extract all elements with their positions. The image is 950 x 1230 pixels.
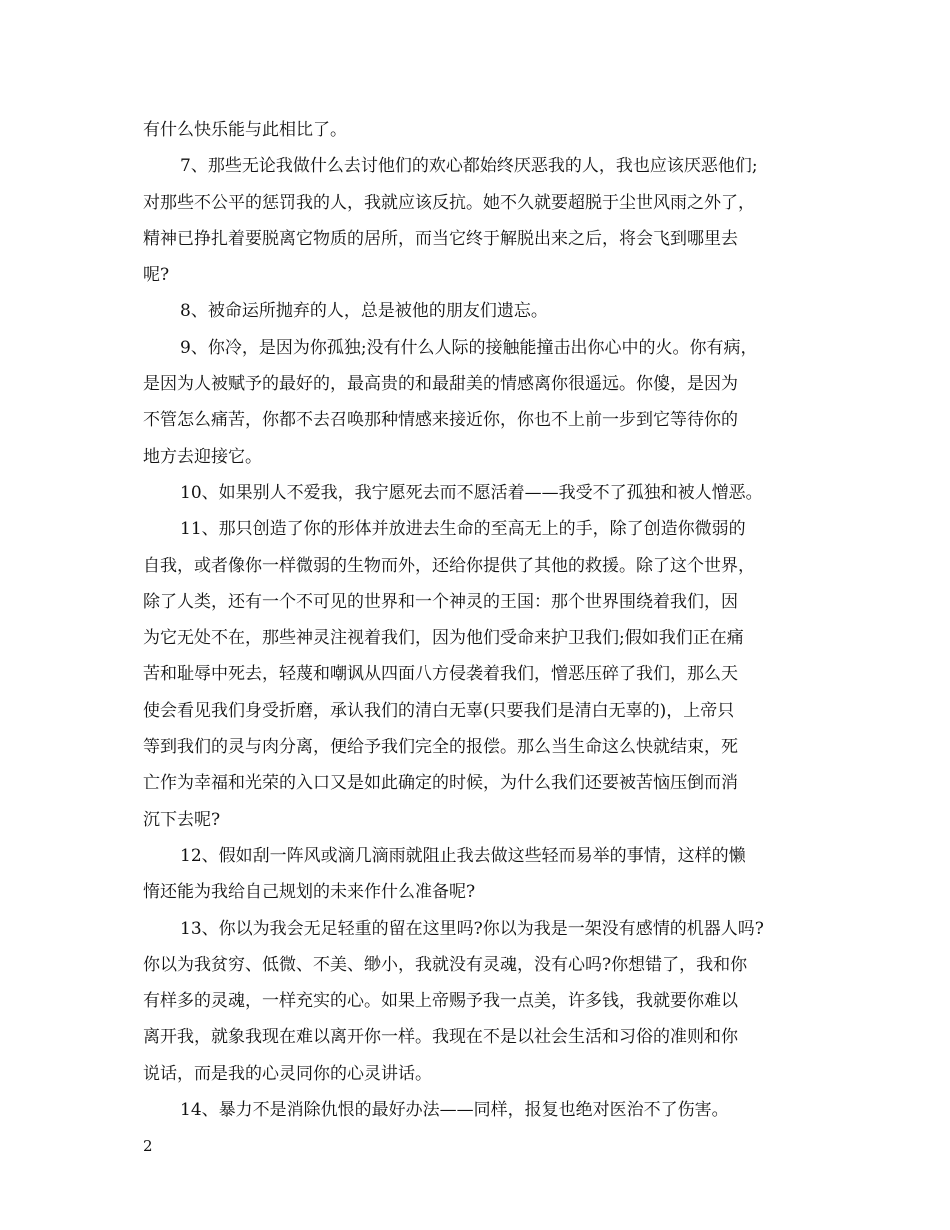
text-line: 是因为人被赋予的最好的，最高贵的和最甜美的情感离你很遥远。你傻，是因为 [143, 374, 738, 395]
page-number: 2 [143, 1137, 153, 1155]
text-line: 沉下去呢? [143, 809, 221, 830]
text-line: 说话，而是我的心灵同你的心灵讲话。 [143, 1063, 432, 1084]
text-line: 12、假如刮一阵风或滴几滴雨就阻止我去做这些轻而易举的事情，这样的懒 [180, 845, 746, 866]
text-line: 13、你以为我会无足轻重的留在这里吗?你以为我是一架没有感情的机器人吗? [180, 918, 764, 939]
text-line: 自我，或者像你一样微弱的生物而外，还给你提供了其他的救援。除了这个世界， [143, 555, 755, 576]
text-line: 地方去迎接它。 [143, 446, 262, 467]
text-line: 有样多的灵魂，一样充实的心。如果上帝赐予我一点美，许多钱，我就要你难以 [143, 991, 738, 1012]
text-line: 等到我们的灵与肉分离，便给予我们完全的报偿。那么当生命这么快就结束，死 [143, 737, 738, 758]
text-line: 9、你冷，是因为你孤独;没有什么人际的接触能撞击出你心中的火。你有病， [180, 337, 758, 358]
text-line: 精神已挣扎着要脱离它物质的居所，而当它终于解脱出来之后，将会飞到哪里去 [143, 228, 738, 249]
text-line: 为它无处不在，那些神灵注视着我们，因为他们受命来护卫我们;假如我们正在痛 [143, 628, 744, 649]
body-text [143, 112, 815, 1128]
text-line: 8、被命运所抛弃的人，总是被他的朋友们遗忘。 [180, 301, 548, 322]
text-line: 苦和耻辱中死去，轻蔑和嘲讽从四面八方侵袭着我们，憎恶压碎了我们，那么天 [143, 664, 738, 685]
text-line: 你以为我贫穷、低微、不美、缈小，我就没有灵魂，没有心吗?你想错了，我和你 [143, 954, 748, 975]
text-line: 离开我，就象我现在难以离开你一样。我现在不是以社会生活和习俗的准则和你 [143, 1027, 738, 1048]
text-line: 10、如果别人不爱我，我宁愿死去而不愿活着——我受不了孤独和被人憎恶。 [180, 482, 763, 503]
text-line: 14、暴力不是消除仇恨的最好办法——同样，报复也绝对医治不了伤害。 [180, 1100, 729, 1121]
text-line: 惰还能为我给自己规划的未来作什么准备呢? [143, 882, 476, 903]
text-line: 不管怎么痛苦，你都不去召唤那种情感来接近你，你也不上前一步到它等待你的 [143, 410, 738, 431]
text-line: 有什么快乐能与此相比了。 [143, 120, 347, 140]
text-line: 除了人类，还有一个不可见的世界和一个神灵的王国：那个世界围绕着我们，因 [143, 591, 738, 612]
text-line: 11、那只创造了你的形体并放进去生命的至高无上的手，除了创造你微弱的 [180, 519, 746, 540]
text-line: 对那些不公平的惩罚我的人，我就应该反抗。她不久就要超脱于尘世风雨之外了， [143, 192, 755, 213]
text-line: 使会看见我们身受折磨，承认我们的清白无辜(只要我们是清白无辜的)，上帝只 [143, 700, 735, 721]
text-line: 7、那些无论我做什么去讨他们的欢心都始终厌恶我的人，我也应该厌恶他们; [180, 156, 758, 177]
text-line: 呢? [143, 265, 170, 286]
text-line: 亡作为幸福和光荣的入口又是如此确定的时候，为什么我们还要被苦恼压倒而消 [143, 773, 738, 794]
